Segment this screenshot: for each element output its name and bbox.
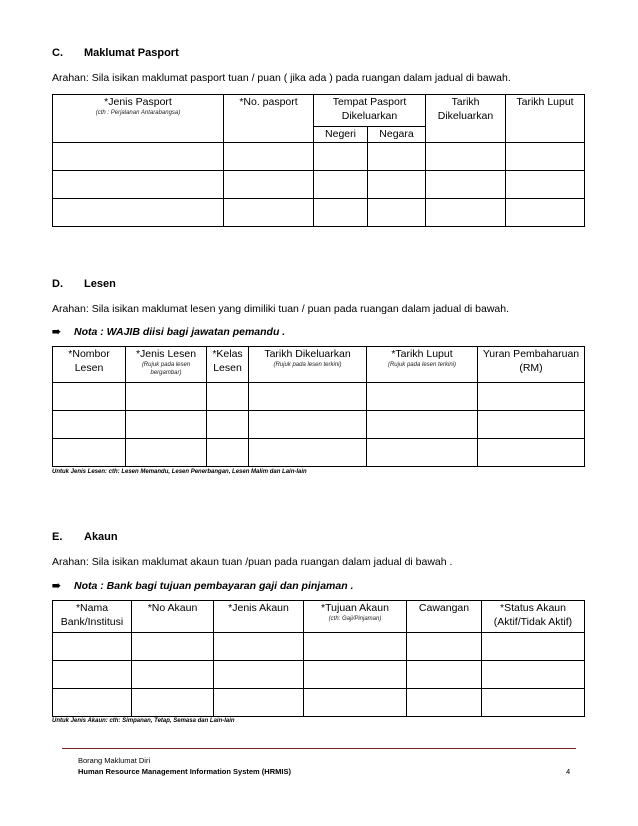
- cell-input[interactable]: [314, 171, 368, 199]
- cell-input[interactable]: [482, 633, 585, 661]
- cell-input[interactable]: [249, 383, 367, 411]
- section-c-instruction: Arahan: Sila isikan maklumat pasport tuan / puan ( jika ada ) pada ruangan dalam jadual di bawah.: [52, 72, 511, 84]
- header-cawangan: Cawangan: [407, 601, 482, 633]
- cell-input[interactable]: [407, 689, 482, 717]
- cell-input[interactable]: [367, 383, 478, 411]
- cell-input[interactable]: [506, 199, 585, 227]
- header-status-akaun: *Status Akaun (Aktif/Tidak Aktif): [482, 601, 585, 633]
- cell-input[interactable]: [249, 439, 367, 467]
- cell-input[interactable]: [482, 661, 585, 689]
- header-tarikh-dikeluarkan-label: Tarikh Dikeluarkan: [264, 348, 351, 360]
- cell-input[interactable]: [506, 171, 585, 199]
- cell-input[interactable]: [126, 411, 207, 439]
- cell-input[interactable]: [53, 143, 224, 171]
- section-d-heading: [52, 278, 116, 290]
- header-negeri: Negeri: [314, 127, 368, 143]
- header-jenis-lesen-hint: (Rujuk pada lesen bergambar): [141, 362, 191, 376]
- header-tarikh-dikeluarkan: Tarikh Dikeluarkan: [426, 95, 506, 143]
- table-row: [53, 383, 585, 411]
- section-d-note-text: Nota : WAJIB diisi bagi jawatan pemandu .: [74, 326, 286, 338]
- cell-input[interactable]: [314, 199, 368, 227]
- cell-input[interactable]: [368, 199, 426, 227]
- header-tarikh-luput-lesen: [367, 347, 478, 383]
- cell-input[interactable]: [249, 411, 367, 439]
- cell-input[interactable]: [407, 633, 482, 661]
- table-row: [53, 199, 585, 227]
- header-no-akaun: *No Akaun: [132, 601, 214, 633]
- header-tarikh-luput-hint: (Rujuk pada lesen terkini): [387, 362, 457, 368]
- cell-input[interactable]: [314, 143, 368, 171]
- header-tempat-pasport: Tempat Pasport Dikeluarkan: [314, 95, 426, 127]
- footer-divider: [62, 748, 576, 749]
- table-row: [53, 633, 585, 661]
- header-tarikh-luput-label: *Tarikh Luput: [391, 348, 453, 360]
- header-negara: Negara: [368, 127, 426, 143]
- cell-input[interactable]: [224, 143, 314, 171]
- cell-input[interactable]: [207, 439, 249, 467]
- arrow-right-icon: ➠: [52, 326, 61, 338]
- cell-input[interactable]: [304, 661, 407, 689]
- header-jenis-pasport-hint: (cth : Perjalanan Antarabangsa): [95, 110, 181, 116]
- table-row: [53, 439, 585, 467]
- cell-input[interactable]: [304, 633, 407, 661]
- footer-system-name: Human Resource Management Information System (HRMIS): [78, 767, 291, 776]
- cell-input[interactable]: [224, 199, 314, 227]
- cell-input[interactable]: [53, 171, 224, 199]
- cell-input[interactable]: [367, 439, 478, 467]
- section-d-instruction: Arahan: Sila isikan maklumat lesen yang dimiliki tuan / puan pada ruangan dalam jadual di bawah.: [52, 303, 510, 315]
- section-d-footnote: Untuk Jenis Lesen: cth: Lesen Memandu, Lesen Penerbangan, Lesen Malim dan Lain-lain: [52, 469, 307, 475]
- header-jenis-pasport-label: *Jenis Pasport: [104, 96, 172, 108]
- cell-input[interactable]: [506, 143, 585, 171]
- section-c-letter: C.: [52, 47, 63, 59]
- account-table: [52, 600, 585, 717]
- section-c-title: Maklumat Pasport: [84, 47, 179, 59]
- cell-input[interactable]: [224, 171, 314, 199]
- header-jenis-pasport: [53, 95, 224, 143]
- section-e-heading: [52, 531, 118, 543]
- header-tarikh-dikeluarkan-hint: (Rujuk pada lesen terkini): [273, 362, 342, 368]
- section-e-title: Akaun: [84, 531, 118, 543]
- header-tujuan-akaun-label: *Tujuan Akaun: [321, 602, 389, 614]
- cell-input[interactable]: [53, 199, 224, 227]
- header-no-pasport: *No. pasport: [224, 95, 314, 143]
- table-row: [53, 171, 585, 199]
- section-d-note: [52, 326, 285, 338]
- header-jenis-lesen: [126, 347, 207, 383]
- cell-input[interactable]: [367, 411, 478, 439]
- cell-input[interactable]: [426, 143, 506, 171]
- header-tarikh-luput: Tarikh Luput: [506, 95, 585, 143]
- header-tujuan-akaun: [304, 601, 407, 633]
- cell-input[interactable]: [53, 633, 132, 661]
- passport-table: [52, 94, 585, 227]
- cell-input[interactable]: [53, 411, 126, 439]
- header-kelas-lesen: *Kelas Lesen: [207, 347, 249, 383]
- header-jenis-lesen-label: *Jenis Lesen: [135, 348, 197, 360]
- cell-input[interactable]: [368, 143, 426, 171]
- cell-input[interactable]: [478, 383, 585, 411]
- arrow-right-icon: ➠: [52, 580, 61, 592]
- header-nama-bank: *Nama Bank/Institusi: [53, 601, 132, 633]
- cell-input[interactable]: [478, 439, 585, 467]
- section-c-heading: [52, 47, 179, 59]
- header-yuran-pembaharuan: Yuran Pembaharuan (RM): [478, 347, 585, 383]
- cell-input[interactable]: [53, 661, 132, 689]
- cell-input[interactable]: [407, 661, 482, 689]
- cell-input[interactable]: [207, 411, 249, 439]
- cell-input[interactable]: [368, 171, 426, 199]
- cell-input[interactable]: [304, 689, 407, 717]
- cell-input[interactable]: [53, 439, 126, 467]
- section-d-title: Lesen: [84, 278, 116, 290]
- cell-input[interactable]: [53, 689, 132, 717]
- cell-input[interactable]: [132, 689, 214, 717]
- cell-input[interactable]: [426, 199, 506, 227]
- cell-input[interactable]: [132, 661, 214, 689]
- table-row: [53, 411, 585, 439]
- cell-input[interactable]: [126, 439, 207, 467]
- table-row: [53, 689, 585, 717]
- license-table: [52, 346, 585, 467]
- section-d-letter: D.: [52, 278, 63, 290]
- cell-input[interactable]: [214, 661, 304, 689]
- cell-input[interactable]: [426, 171, 506, 199]
- cell-input[interactable]: [478, 411, 585, 439]
- section-e-note-text: Nota : Bank bagi tujuan pembayaran gaji dan pinjaman .: [74, 580, 354, 592]
- cell-input[interactable]: [53, 383, 126, 411]
- table-row: [53, 143, 585, 171]
- section-e-footnote: Untuk Jenis Akaun: cth: Simpanan, Tetap, Semasa dan Lain-lain: [52, 718, 235, 724]
- header-tarikh-dikeluarkan-lesen: [249, 347, 367, 383]
- cell-input[interactable]: [482, 689, 585, 717]
- table-row: [53, 661, 585, 689]
- cell-input[interactable]: [214, 689, 304, 717]
- section-e-instruction: Arahan: Sila isikan maklumat akaun tuan /puan pada ruangan dalam jadual di bawah .: [52, 556, 453, 568]
- section-e-letter: E.: [52, 531, 63, 543]
- cell-input[interactable]: [214, 633, 304, 661]
- header-tujuan-akaun-hint: (cth: Gaji/Pinjaman): [328, 616, 382, 622]
- page-number: 4: [566, 767, 571, 776]
- cell-input[interactable]: [207, 383, 249, 411]
- cell-input[interactable]: [126, 383, 207, 411]
- header-nombor-lesen: *Nombor Lesen: [53, 347, 126, 383]
- header-jenis-akaun: *Jenis Akaun: [214, 601, 304, 633]
- footer-form-name: Borang Maklumat Diri: [78, 756, 151, 765]
- cell-input[interactable]: [132, 633, 214, 661]
- section-e-note: [52, 580, 353, 592]
